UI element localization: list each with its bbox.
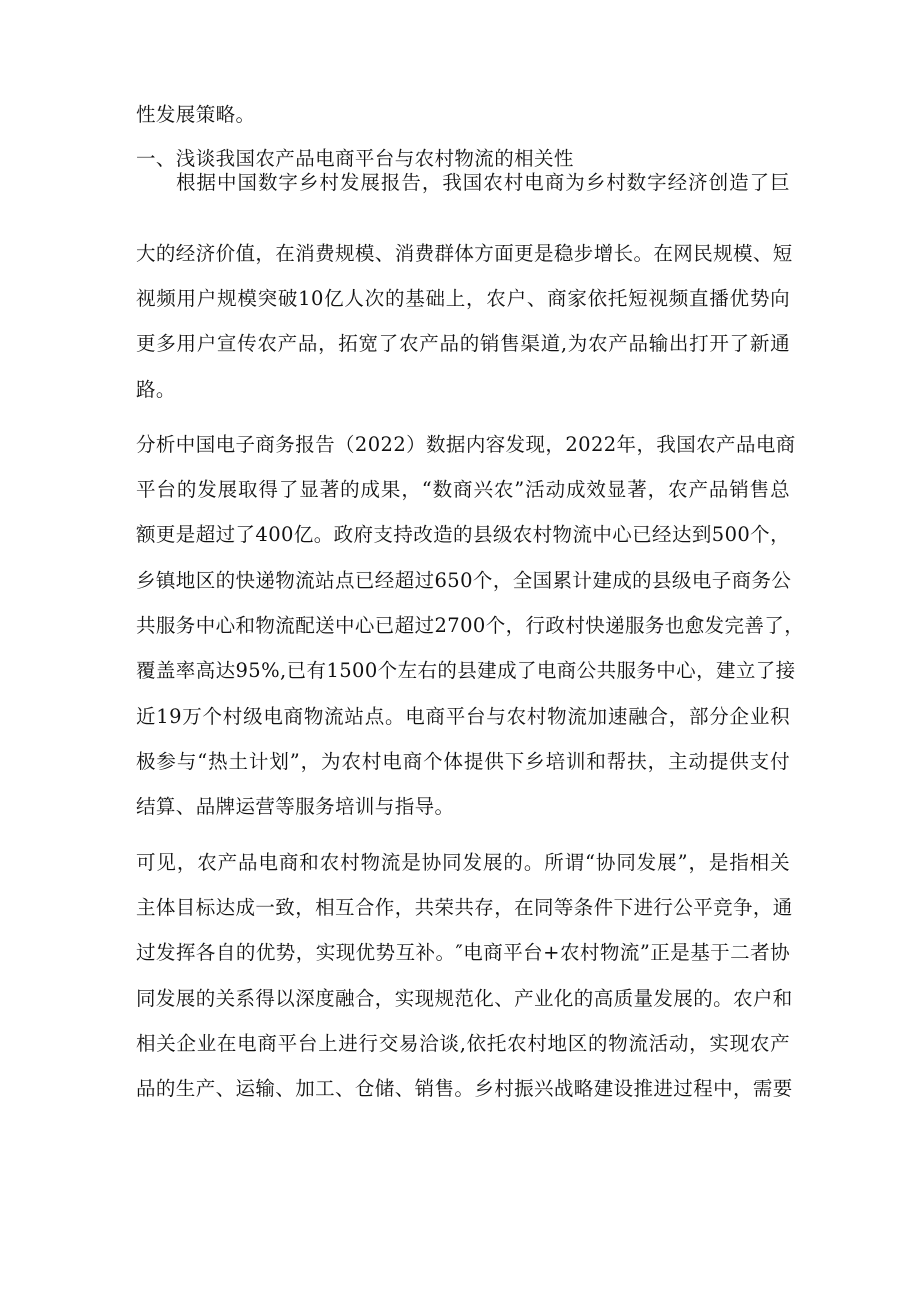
text-line: 极参与“热土计划”，为农村电商个体提供下乡培训和帮扶，主动提供支付 <box>136 750 790 773</box>
text-line: 可见，农产品电商和农村物流是协同发展的。所谓“协同发展”，是指相关 <box>136 851 790 874</box>
text-line: 视频用户规模突破10亿人次的基础上，农户、商家依托短视频直播优势向 <box>136 287 790 310</box>
text-line: 大的经济价值，在消费规模、消费群体方面更是稳步增长。在网民规模、短 <box>136 242 793 265</box>
text-line: 乡镇地区的快递物流站点已经超过650个，全国累计建成的县级电子商务公 <box>136 569 792 592</box>
text-line: 根据中国数字乡村发展报告，我国农村电商为乡村数字经济创造了巨 <box>176 171 790 194</box>
text-line: 主体目标达成一致，相互合作，共荣共存，在同等条件下进行公平竞争，通 <box>136 896 793 919</box>
text-line: 过发挥各自的优势，实现优势互补。″电商平台+农村物流”正是基于二者协 <box>136 941 790 964</box>
text-line: 额更是超过了400亿。政府支持改造的县级农村物流中心已经达到500个， <box>136 523 790 546</box>
text-line: 覆盖率高达95%,已有1500个左右的县建成了电商公共服务中心，建立了接 <box>136 659 796 682</box>
text-line: 平台的发展取得了显著的成果，“数商兴农”活动成效显著，农产品销售总 <box>136 478 790 501</box>
section-heading: 一、浅谈我国农产品电商平台与农村物流的相关性 <box>136 147 574 170</box>
text-line: 同发展的关系得以深度融合，实现规范化、产业化的高质量发展的。农户和 <box>136 987 793 1010</box>
text-line: 近19万个村级电商物流站点。电商平台与农村物流加速融合，部分企业积 <box>136 705 790 728</box>
text-line: 路。 <box>136 378 176 401</box>
text-line: 共服务中心和物流配送中心已超过2700个，行政村快递服务也愈发完善了， <box>136 614 805 637</box>
text-line: 结算、品牌运营等服务培训与指导。 <box>136 795 455 818</box>
text-line: 性发展策略。 <box>136 103 256 126</box>
text-line: 品的生产、运输、加工、仓储、销售。乡村振兴战略建设推进过程中，需要 <box>136 1077 793 1100</box>
text-line: 更多用户宣传农产品，拓宽了农产品的销售渠道,为农产品输出打开了新通 <box>136 332 790 355</box>
text-line: 分析中国电子商务报告（2022）数据内容发现，2022年，我国农产品电商 <box>136 433 796 456</box>
text-line: 相关企业在电商平台上进行交易洽谈,依托农村地区的物流活动，实现农产 <box>136 1032 790 1055</box>
